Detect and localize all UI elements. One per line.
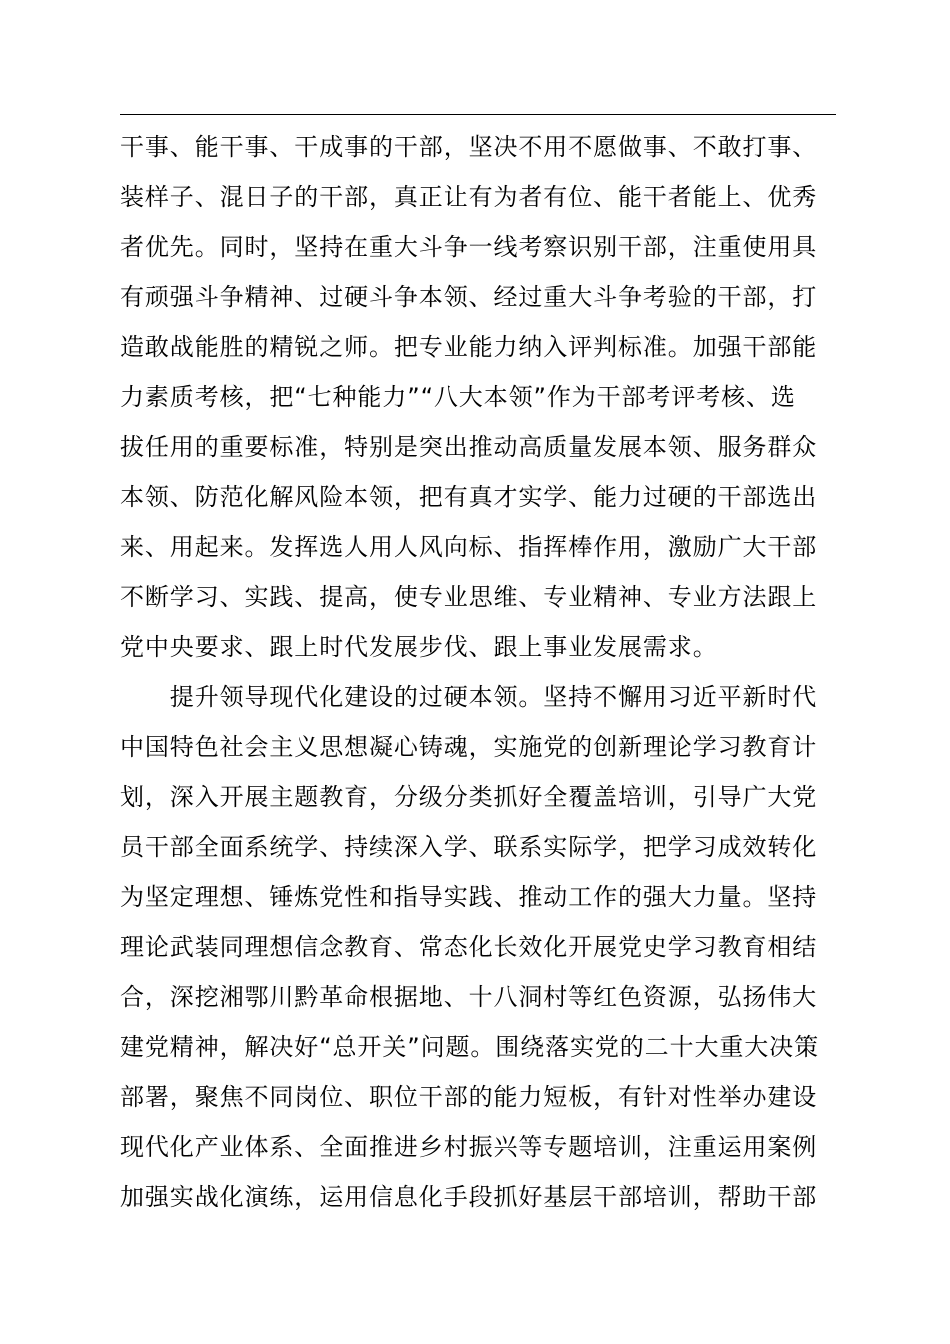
text-line: 合，深挖湘鄂川黔革命根据地、十八洞村等红色资源，弘扬伟大 <box>120 983 818 1011</box>
text-line: 划，深入开展主题教育，分级分类抓好全覆盖培训，引导广大党 <box>120 783 818 811</box>
text-line: 本领、防范化解风险本领，把有真才实学、能力过硬的干部选出 <box>120 483 818 511</box>
text-line: 为坚定理想、锤炼党性和指导实践、推动工作的强大力量。坚持 <box>120 883 818 911</box>
text-line: 装样子、混日子的干部，真正让有为者有位、能干者能上、优秀 <box>120 183 818 211</box>
text-line: 干事、能干事、干成事的干部，坚决不用不愿做事、不敢打事、 <box>120 133 818 161</box>
text-line: 来、用起来。发挥选人用人风向标、指挥棒作用，激励广大干部 <box>120 533 818 561</box>
text-line: 者优先。同时，坚持在重大斗争一线考察识别干部，注重使用具 <box>120 233 818 261</box>
text-line: 现代化产业体系、全面推进乡村振兴等专题培训，注重运用案例 <box>120 1133 818 1161</box>
text-line: 党中央要求、跟上时代发展步伐、跟上事业发展需求。 <box>120 633 718 661</box>
text-line: 加强实战化演练，运用信息化手段抓好基层干部培训，帮助干部 <box>120 1183 818 1211</box>
text-line: 有顽强斗争精神、过硬斗争本领、经过重大斗争考验的干部，打 <box>120 283 818 311</box>
text-line: 力素质考核，把“七种能力”“八大本领”作为干部考评考核、选 <box>120 383 796 411</box>
text-line: 理论武装同理想信念教育、常态化长效化开展党史学习教育相结 <box>120 933 818 961</box>
text-line: 中国特色社会主义思想凝心铸魂，实施党的创新理论学习教育计 <box>120 733 818 761</box>
text-line: 拔任用的重要标准，特别是突出推动高质量发展本领、服务群众 <box>120 433 818 461</box>
paragraph-start-line: 提升领导现代化建设的过硬本领。坚持不懈用习近平新时代 <box>120 683 818 711</box>
text-line: 造敢战能胜的精锐之师。把专业能力纳入评判标准。加强干部能 <box>120 333 818 361</box>
body-text <box>120 122 844 1222</box>
text-line: 员干部全面系统学、持续深入学、联系实际学，把学习成效转化 <box>120 833 818 861</box>
text-line: 不断学习、实践、提高，使专业思维、专业精神、专业方法跟上 <box>120 583 818 611</box>
text-line: 部署，聚焦不同岗位、职位干部的能力短板，有针对性举办建设 <box>120 1083 818 1111</box>
header-rule <box>120 114 836 115</box>
text-line: 建党精神，解决好“总开关”问题。围绕落实党的二十大重大决策 <box>120 1033 819 1061</box>
